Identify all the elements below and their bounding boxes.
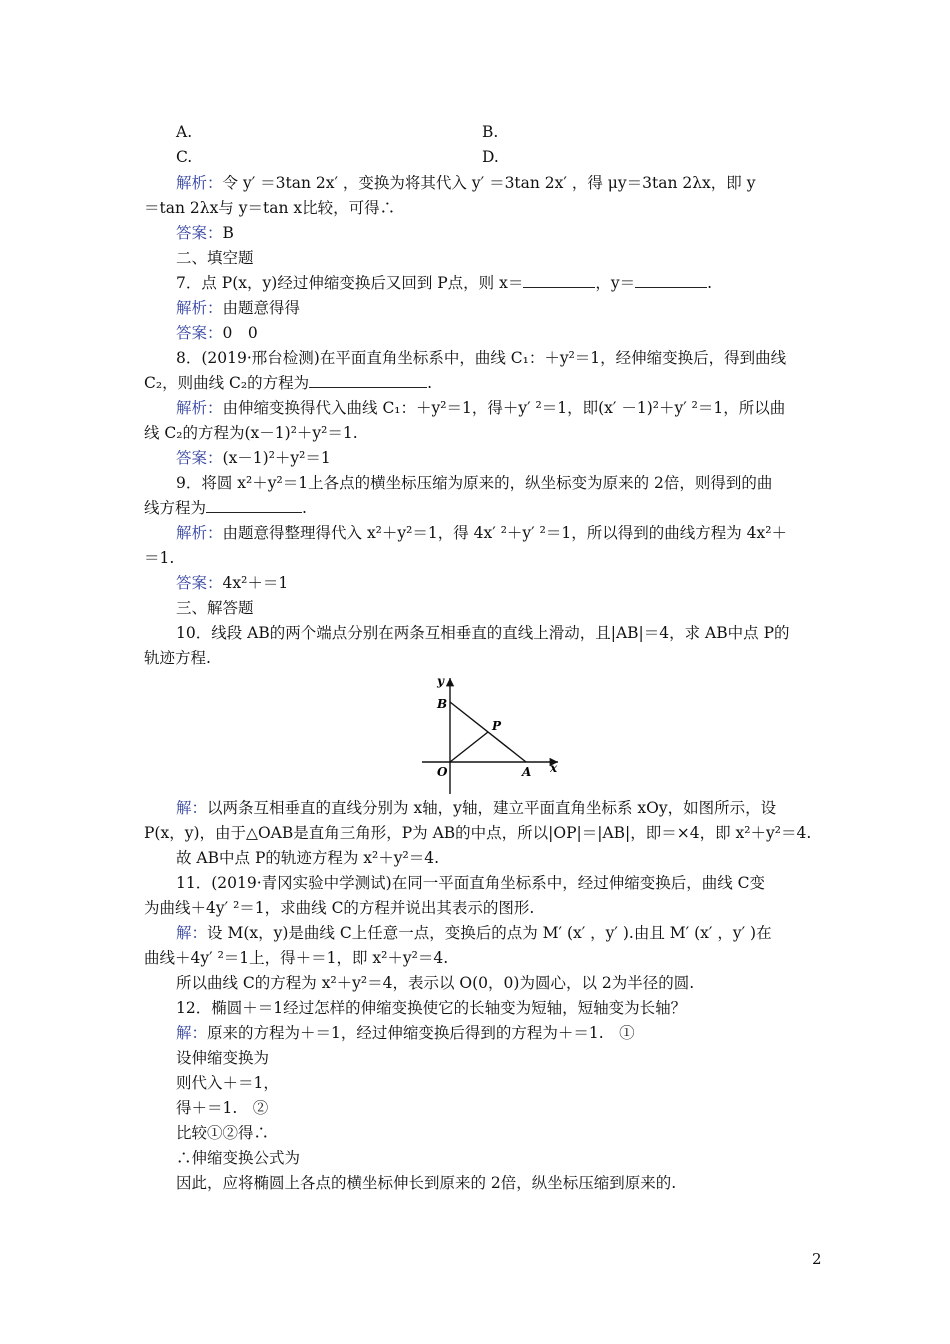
q12-jie-text: 原来的方程为＋＝1，经过伸缩变换后得到的方程为＋＝1. ① <box>207 1024 635 1042</box>
q10-question-cont: 轨迹方程. <box>144 649 211 667</box>
q7-answer-value: 0 0 <box>222 324 258 342</box>
q12-step-3: 得＋＝1. ② <box>176 1099 269 1117</box>
q12-step-5: ∴伸缩变换公式为 <box>176 1149 301 1167</box>
q11-jie-cont: 曲线＋4y′ ²＝1上，得＋＝1，即 x²＋y²＝4. <box>144 949 449 967</box>
section-fill-in: 二、填空题 <box>176 249 254 267</box>
q11-question: 11．(2019·青冈实验中学测试)在同一平面直角坐标系中，经过伸缩变换后，曲线 C变 <box>176 874 765 892</box>
q9-question: 9．将圆 x²＋y²＝1上各点的横坐标压缩为原来的，纵坐标变为原来的 2倍，则得到的曲 <box>176 474 773 492</box>
q9-jiexi <box>176 522 787 544</box>
q8-text: C₂，则曲线 C₂的方程为 <box>144 374 310 392</box>
q6-answer <box>176 222 234 244</box>
q8-answer <box>176 447 331 469</box>
section-solve: 三、解答题 <box>176 599 254 617</box>
option-d: D. <box>482 148 499 166</box>
q7-jiexi-text: 由题意得得 <box>222 299 301 317</box>
q11-jie-text: 设 M(x，y)是曲线 C上任意一点，变换后的点为 M′ (x′ ，y′ ).由且 M′ (x′ ，y′ )在 <box>207 924 772 942</box>
label-o: O <box>437 765 448 779</box>
answer-label: 答案： <box>176 224 223 242</box>
label-a: A <box>522 765 532 779</box>
q7-text-y: ，y＝ <box>595 274 636 292</box>
q7-jiexi <box>176 297 300 319</box>
page-number: 2 <box>812 1250 822 1268</box>
q9-blank <box>206 497 302 513</box>
option-a: A. <box>176 123 193 141</box>
q8-jiexi-text: 由伸缩变换得代入曲线 C₁：＋y²＝1，得＋y′ ²＝1，即(x′ －1)²＋y′ ²＝1，所以曲 <box>222 399 786 417</box>
q7-text: 点 P(x，y)经过伸缩变换后又回到 P点，则 x＝ <box>201 274 524 292</box>
q10-jie-text: 以两条互相垂直的直线分别为 x轴，y轴，建立平面直角坐标系 xOy，如图所示，设 <box>207 799 777 817</box>
jie-label: 解： <box>176 799 208 817</box>
q8-blank <box>309 372 427 388</box>
option-c: C. <box>176 148 193 166</box>
q7-blank-x <box>523 272 595 288</box>
q8-period: . <box>427 374 433 392</box>
q11-jie <box>176 922 772 944</box>
q8-jiexi-cont: 线 C₂的方程为(x－1)²＋y²＝1. <box>144 424 358 442</box>
q8-answer-value: (x－1)²＋y²＝1 <box>222 449 331 467</box>
q12-step-1: 设伸缩变换为 <box>176 1049 270 1067</box>
q8-jiexi <box>176 397 785 419</box>
q7-answer <box>176 322 258 344</box>
q10-question: 10．线段 AB的两个端点分别在两条互相垂直的直线上滑动，且|AB|＝4，求 AB中点 P的 <box>176 624 790 642</box>
label-b: B <box>437 697 448 711</box>
q7-period: . <box>707 274 713 292</box>
q9-jiexi-text: 由题意得整理得代入 x²＋y²＝1，得 4x′ ²＋y′ ²＝1，所以得到的曲线方程为 4x²＋ <box>222 524 787 542</box>
segment-op <box>450 732 488 762</box>
jiexi-label: 解析： <box>176 524 223 542</box>
answer-label: 答案： <box>176 574 223 592</box>
q10-jie-cont: P(x，y)，由于△OAB是直角三角形，P为 AB的中点，所以|OP|＝|AB|，即＝×4，即 x²＋y²＝4. <box>144 824 812 842</box>
q10-conclusion: 故 AB中点 P的轨迹方程为 x²＋y²＝4. <box>176 849 440 867</box>
q12-step-4: 比较①②得∴ <box>176 1124 270 1142</box>
q11-question-cont: 为曲线＋4y′ ²＝1，求曲线 C的方程并说出其表示的图形. <box>144 899 535 917</box>
q8-question-cont <box>144 372 432 394</box>
q6-answer-value: B <box>222 224 234 242</box>
q12-jie <box>176 1022 635 1044</box>
q8-question: 8．(2019·邢台检测)在平面直角坐标系中，曲线 C₁：＋y²＝1，经伸缩变换后，得到曲线 <box>176 349 787 367</box>
q9-jiexi-cont: ＝1. <box>144 549 175 567</box>
jiexi-label: 解析： <box>176 399 223 417</box>
label-y: y <box>437 674 444 688</box>
q9-question-cont <box>144 497 307 519</box>
option-b: B. <box>482 123 499 141</box>
answer-label: 答案： <box>176 324 223 342</box>
answer-label: 答案： <box>176 449 223 467</box>
q7-question <box>176 272 712 294</box>
q9-period: . <box>302 499 307 517</box>
jie-label: 解： <box>176 924 208 942</box>
q11-conclusion: 所以曲线 C的方程为 x²＋y²＝4，表示以 O(0，0)为圆心，以 2为半径的圆. <box>176 974 695 992</box>
q7-blank-y <box>635 272 707 288</box>
jie-label: 解： <box>176 1024 208 1042</box>
q9-answer-value: 4x²＋＝1 <box>222 574 289 592</box>
label-p: P <box>492 719 502 733</box>
q7-number: 7． <box>176 274 202 292</box>
label-x: x <box>550 761 558 775</box>
q6-jiexi-text: 令 y′ ＝3tan 2x′ ，变换为将其代入 y′ ＝3tan 2x′ ，得 μy＝3tan 2λx，即 y <box>222 174 756 192</box>
q6-jiexi-cont: ＝tan 2λx与 y＝tan x比较，可得∴ <box>144 199 396 217</box>
q10-jie <box>176 797 776 819</box>
q6-jiexi <box>176 172 755 194</box>
q12-step-2: 则代入＋＝1， <box>176 1074 279 1092</box>
jiexi-label: 解析： <box>176 299 223 317</box>
jiexi-label: 解析： <box>176 174 223 192</box>
q12-question: 12．椭圆＋＝1经过怎样的伸缩变换使它的长轴变为短轴，短轴变为长轴？ <box>176 999 687 1017</box>
q10-figure <box>420 672 570 802</box>
q9-text: 线方程为 <box>144 499 207 517</box>
q12-step-6: 因此，应将椭圆上各点的横坐标伸长到原来的 2倍，纵坐标压缩到原来的. <box>176 1174 677 1192</box>
q9-answer <box>176 572 288 594</box>
